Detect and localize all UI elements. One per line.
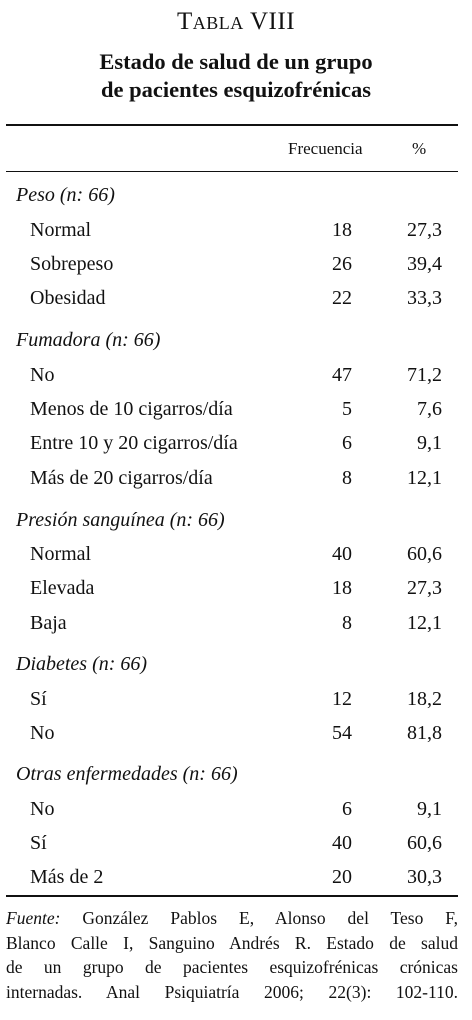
row-label: No	[30, 364, 55, 386]
row-label: Normal	[30, 543, 92, 565]
row-frequency: 40	[332, 543, 352, 565]
section-heading: Fumadora (n: 66)	[16, 329, 161, 351]
row-label: Normal	[30, 219, 92, 241]
row-frequency: 40	[332, 832, 352, 854]
row-percent: 33,3	[407, 287, 442, 309]
row-percent: 18,2	[407, 688, 442, 710]
row-frequency: 8	[342, 612, 352, 634]
row-percent: 7,6	[417, 398, 442, 420]
table-label: Tabla VIII	[176, 8, 296, 35]
table-footnote	[6, 906, 458, 1004]
row-frequency: 6	[342, 798, 352, 820]
footnote-source-label: Fuente:	[6, 908, 61, 928]
bottom-rule	[6, 895, 458, 897]
row-label: No	[30, 798, 55, 820]
row-label: Sí	[30, 688, 47, 710]
table-title-line-1: Estado de salud de un grupo	[99, 49, 373, 74]
row-percent: 39,4	[407, 253, 442, 275]
row-percent: 12,1	[407, 612, 442, 634]
row-percent: 9,1	[417, 798, 442, 820]
row-frequency: 20	[332, 866, 352, 888]
row-label: No	[30, 722, 55, 744]
top-rule	[6, 124, 458, 126]
row-label: Entre 10 y 20 cigarros/día	[30, 432, 238, 454]
column-header-percent: %	[412, 139, 427, 158]
row-percent: 9,1	[417, 432, 442, 454]
row-frequency: 47	[332, 364, 352, 386]
footnote-line-2: Blanco Calle I, Sanguino Andrés R. Estado de salud	[6, 932, 458, 953]
column-header-frequency: Frecuencia	[288, 139, 363, 158]
row-percent: 30,3	[407, 866, 442, 888]
section-heading: Peso (n: 66)	[16, 184, 115, 206]
section-heading: Otras enfermedades (n: 66)	[16, 763, 238, 785]
row-percent: 12,1	[407, 467, 442, 489]
row-percent: 60,6	[407, 832, 442, 854]
row-percent: 81,8	[407, 722, 442, 744]
row-percent: 60,6	[407, 543, 442, 565]
footnote-line-3: de un grupo de pacientes esquizofrénicas crónicas	[6, 957, 458, 977]
row-frequency: 12	[332, 688, 352, 710]
footnote-line-4: internadas. Anal Psiquiatría 2006; 22(3): 102-110.	[6, 981, 458, 1002]
row-percent: 71,2	[407, 364, 442, 386]
row-label: Sí	[30, 832, 47, 854]
footnote-line-1	[6, 906, 458, 931]
row-frequency: 8	[342, 467, 352, 489]
table-title	[0, 48, 472, 104]
row-percent: 27,3	[407, 219, 442, 241]
row-label: Más de 20 cigarros/día	[30, 467, 213, 489]
header-rule	[6, 171, 458, 172]
row-label: Sobrepeso	[30, 253, 114, 275]
table-title-line-2: de pacientes esquizofrénicas	[101, 77, 371, 102]
row-frequency: 26	[332, 253, 352, 275]
row-label: Más de 2	[30, 866, 104, 888]
row-frequency: 18	[332, 577, 352, 599]
row-frequency: 6	[342, 432, 352, 454]
footnote-citation-start: González Pablos E, Alonso del Teso F,	[82, 908, 459, 928]
row-frequency: 22	[332, 287, 352, 309]
row-label: Obesidad	[30, 287, 106, 309]
row-label: Elevada	[30, 577, 95, 599]
row-percent: 27,3	[407, 577, 442, 599]
row-label: Baja	[30, 612, 67, 634]
section-heading: Diabetes (n: 66)	[16, 653, 148, 675]
row-frequency: 5	[342, 398, 352, 420]
row-label: Menos de 10 cigarros/día	[30, 398, 233, 420]
row-frequency: 54	[332, 722, 352, 744]
section-heading: Presión sanguínea (n: 66)	[16, 509, 225, 531]
row-frequency: 18	[332, 219, 352, 241]
